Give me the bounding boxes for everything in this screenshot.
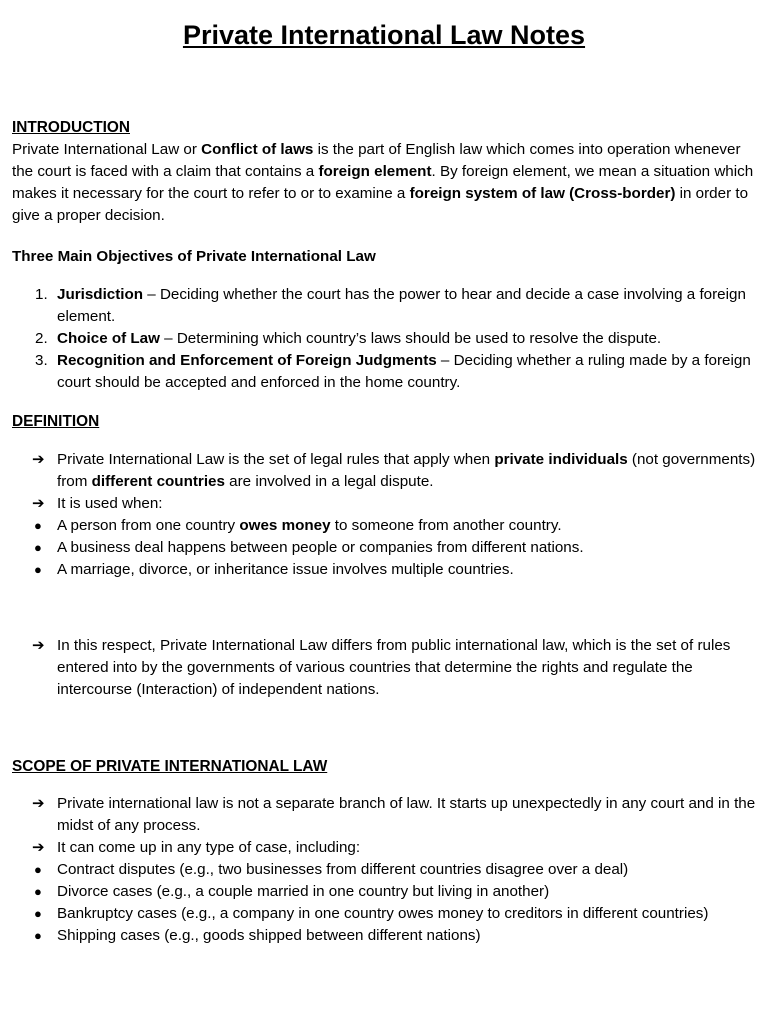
list-item: ➔ Private international law is not a separate branch of law. It starts up unexpectedly in any court and in the midst of any process. (32, 795, 756, 834)
list-item: ➔ Private International Law is the set of legal rules that apply when private individuals (not governments) from different countries are involved in a legal dispute. (32, 451, 756, 490)
bullet-icon: ● (34, 928, 42, 943)
definition-list (12, 449, 757, 581)
page-title: Private International Law Notes (182, 20, 586, 50)
list-item: ● A person from one country owes money to someone from another country. (12, 515, 757, 537)
list-item: ➔ In this respect, Private International Law differs from public international law, which is the set of rules entered into by the governments of various countries that determine the rights and regulate the intercourse (Interaction) of independent nations. (32, 637, 731, 698)
bullet-icon: ● (34, 906, 42, 921)
list-item: ➔ It can come up in any type of case, including: (12, 837, 757, 859)
bullet-icon: ● (34, 884, 42, 899)
scope-list (12, 793, 757, 947)
arrow-icon: ➔ (32, 637, 45, 654)
arrow-icon: ➔ (32, 795, 45, 812)
list-item: ● Shipping cases (e.g., goods shipped between different nations) (12, 925, 757, 947)
introduction-paragraph: Private International Law or Conflict of laws is the part of English law which comes into operation whenever the court is faced with a claim that contains a foreign element. By foreign element, we mean a situation which makes it necessary for the court to refer to or to examine a foreign system of law (Cross-border) in order to give a proper decision. (12, 141, 754, 224)
introduction-heading: INTRODUCTION (12, 119, 130, 136)
bullet-icon: ● (34, 562, 42, 577)
list-item: ● A marriage, divorce, or inheritance issue involves multiple countries. (12, 559, 757, 581)
list-item: 1. Jurisdiction – Deciding whether the court has the power to hear and decide a case involving a foreign element. (35, 286, 746, 325)
objectives-heading: Three Main Objectives of Private International Law (12, 248, 376, 265)
list-item: ● A business deal happens between people or companies from different nations. (12, 537, 757, 559)
objectives-list (12, 284, 757, 394)
bullet-icon: ● (34, 862, 42, 877)
arrow-icon: ➔ (32, 839, 45, 856)
list-item: ● Contract disputes (e.g., two businesses from different countries disagree over a deal) (12, 859, 757, 881)
definition-heading: DEFINITION (12, 413, 100, 430)
arrow-icon: ➔ (32, 495, 45, 512)
list-item: 3. Recognition and Enforcement of Foreign Judgments – Deciding whether a ruling made by a foreign court should be accepted and enforced in the home country. (35, 352, 751, 391)
arrow-icon: ➔ (32, 451, 45, 468)
bullet-icon: ● (34, 540, 42, 555)
list-item: 2. Choice of Law – Determining which country’s laws should be used to resolve the dispute. (35, 330, 662, 347)
definition-comparison-list (12, 635, 757, 701)
list-item: ● Divorce cases (e.g., a couple married in one country but living in another) (12, 881, 757, 903)
scope-heading: SCOPE OF PRIVATE INTERNATIONAL LAW (12, 758, 328, 775)
list-item: ➔ It is used when: (12, 493, 757, 515)
list-item: ● Bankruptcy cases (e.g., a company in one country owes money to creditors in different countries) (12, 903, 757, 925)
bullet-icon: ● (34, 518, 42, 533)
